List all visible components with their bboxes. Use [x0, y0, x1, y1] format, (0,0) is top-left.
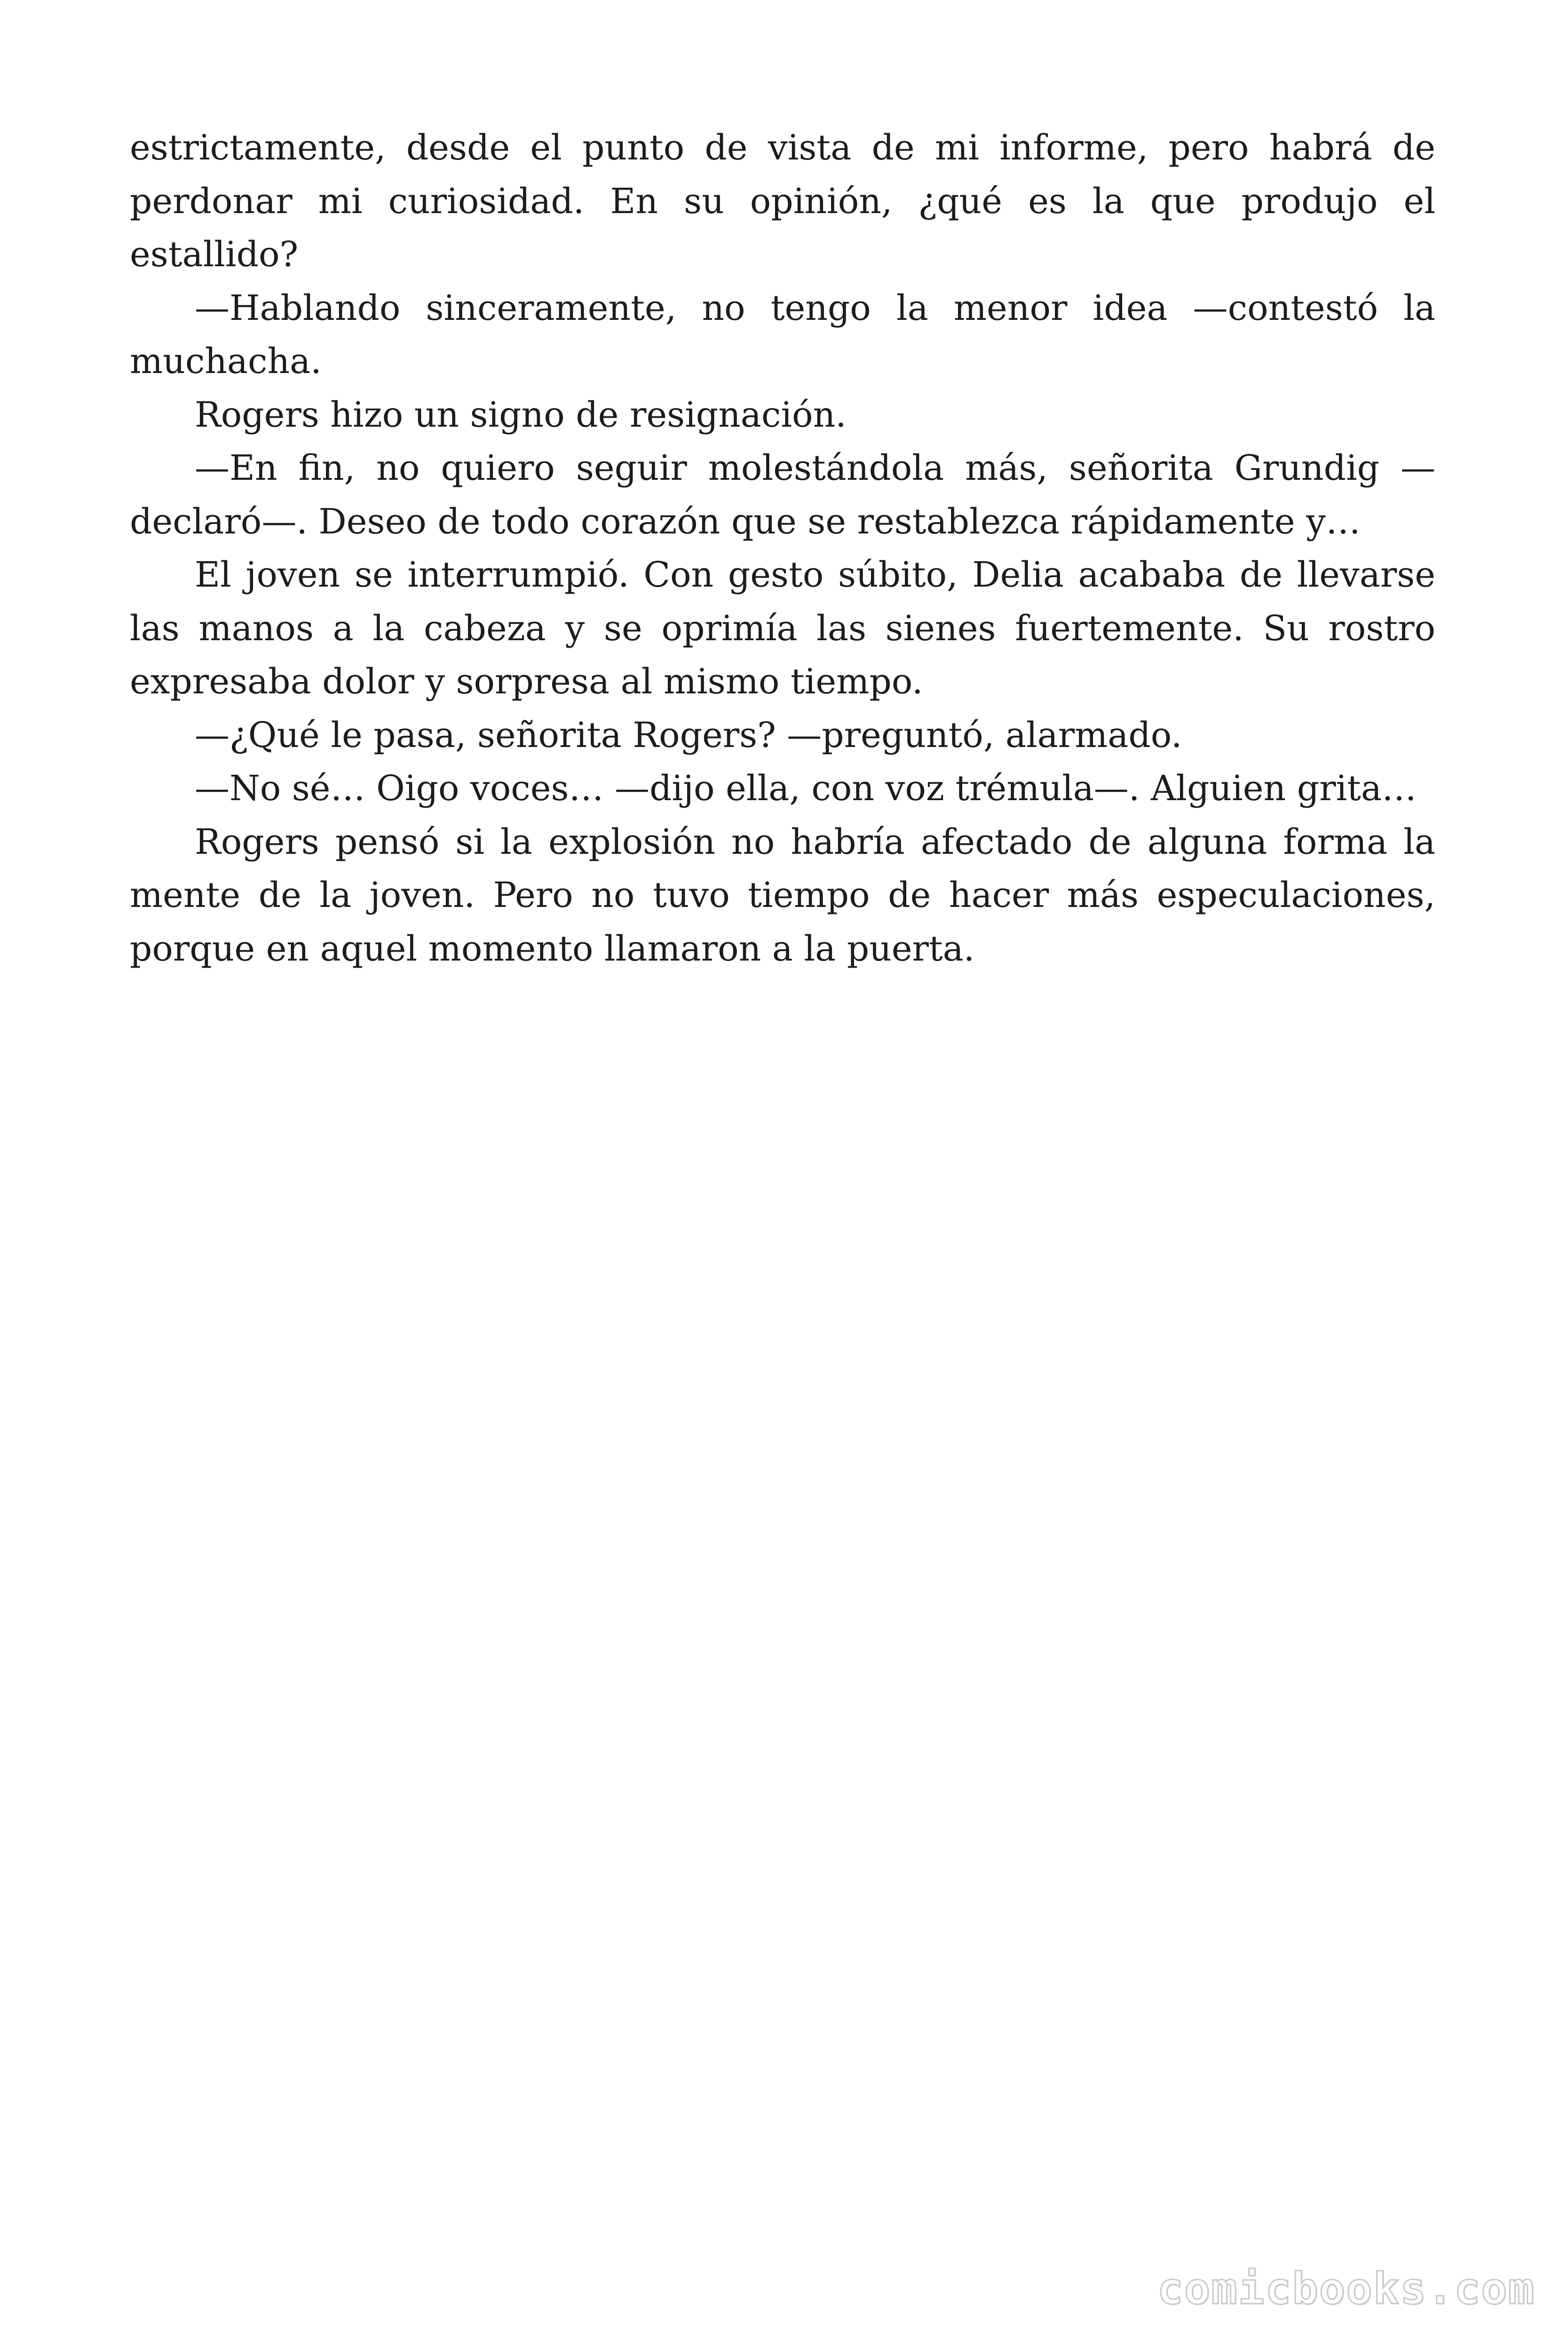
paragraph-6: —¿Qué le pasa, señorita Rogers? —preguntó, alarmado. — [195, 715, 1182, 755]
paragraph-8: Rogers pensó si la explosión no habría afectado de alguna forma la mente de la joven. Pero no tuvo tiempo de hacer más especulaciones, porque en aquel momento llamaron a la puerta. — [130, 821, 1435, 969]
paragraph-7: —No sé… Oigo voces… —dijo ella, con voz trémula—. Alguien grita… — [195, 768, 1417, 809]
page-text — [130, 121, 1435, 976]
watermark: comicbooks.com — [1157, 2264, 1535, 2314]
paragraph-4: —En fin, no quiero seguir molestándola más, señorita Grundig —declaró—. Deseo de todo corazón que se restablezca rápidamente y… — [130, 448, 1435, 542]
paragraph-3: Rogers hizo un signo de resignación. — [195, 394, 847, 435]
paragraph-2: —Hablando sinceramente, no tengo la menor idea —contestó la muchacha. — [130, 287, 1435, 381]
paragraph-1: estrictamente, desde el punto de vista de mi informe, pero habrá de perdonar mi curiosidad. En su opinión, ¿qué es la que produjo el estallido? — [130, 127, 1435, 275]
paragraph-5: El joven se interrumpió. Con gesto súbito, Delia acababa de llevarse las manos a la cabeza y se oprimía las sienes fuertemente. Su rostro expresaba dolor y sorpresa al mismo tiempo. — [130, 555, 1435, 702]
